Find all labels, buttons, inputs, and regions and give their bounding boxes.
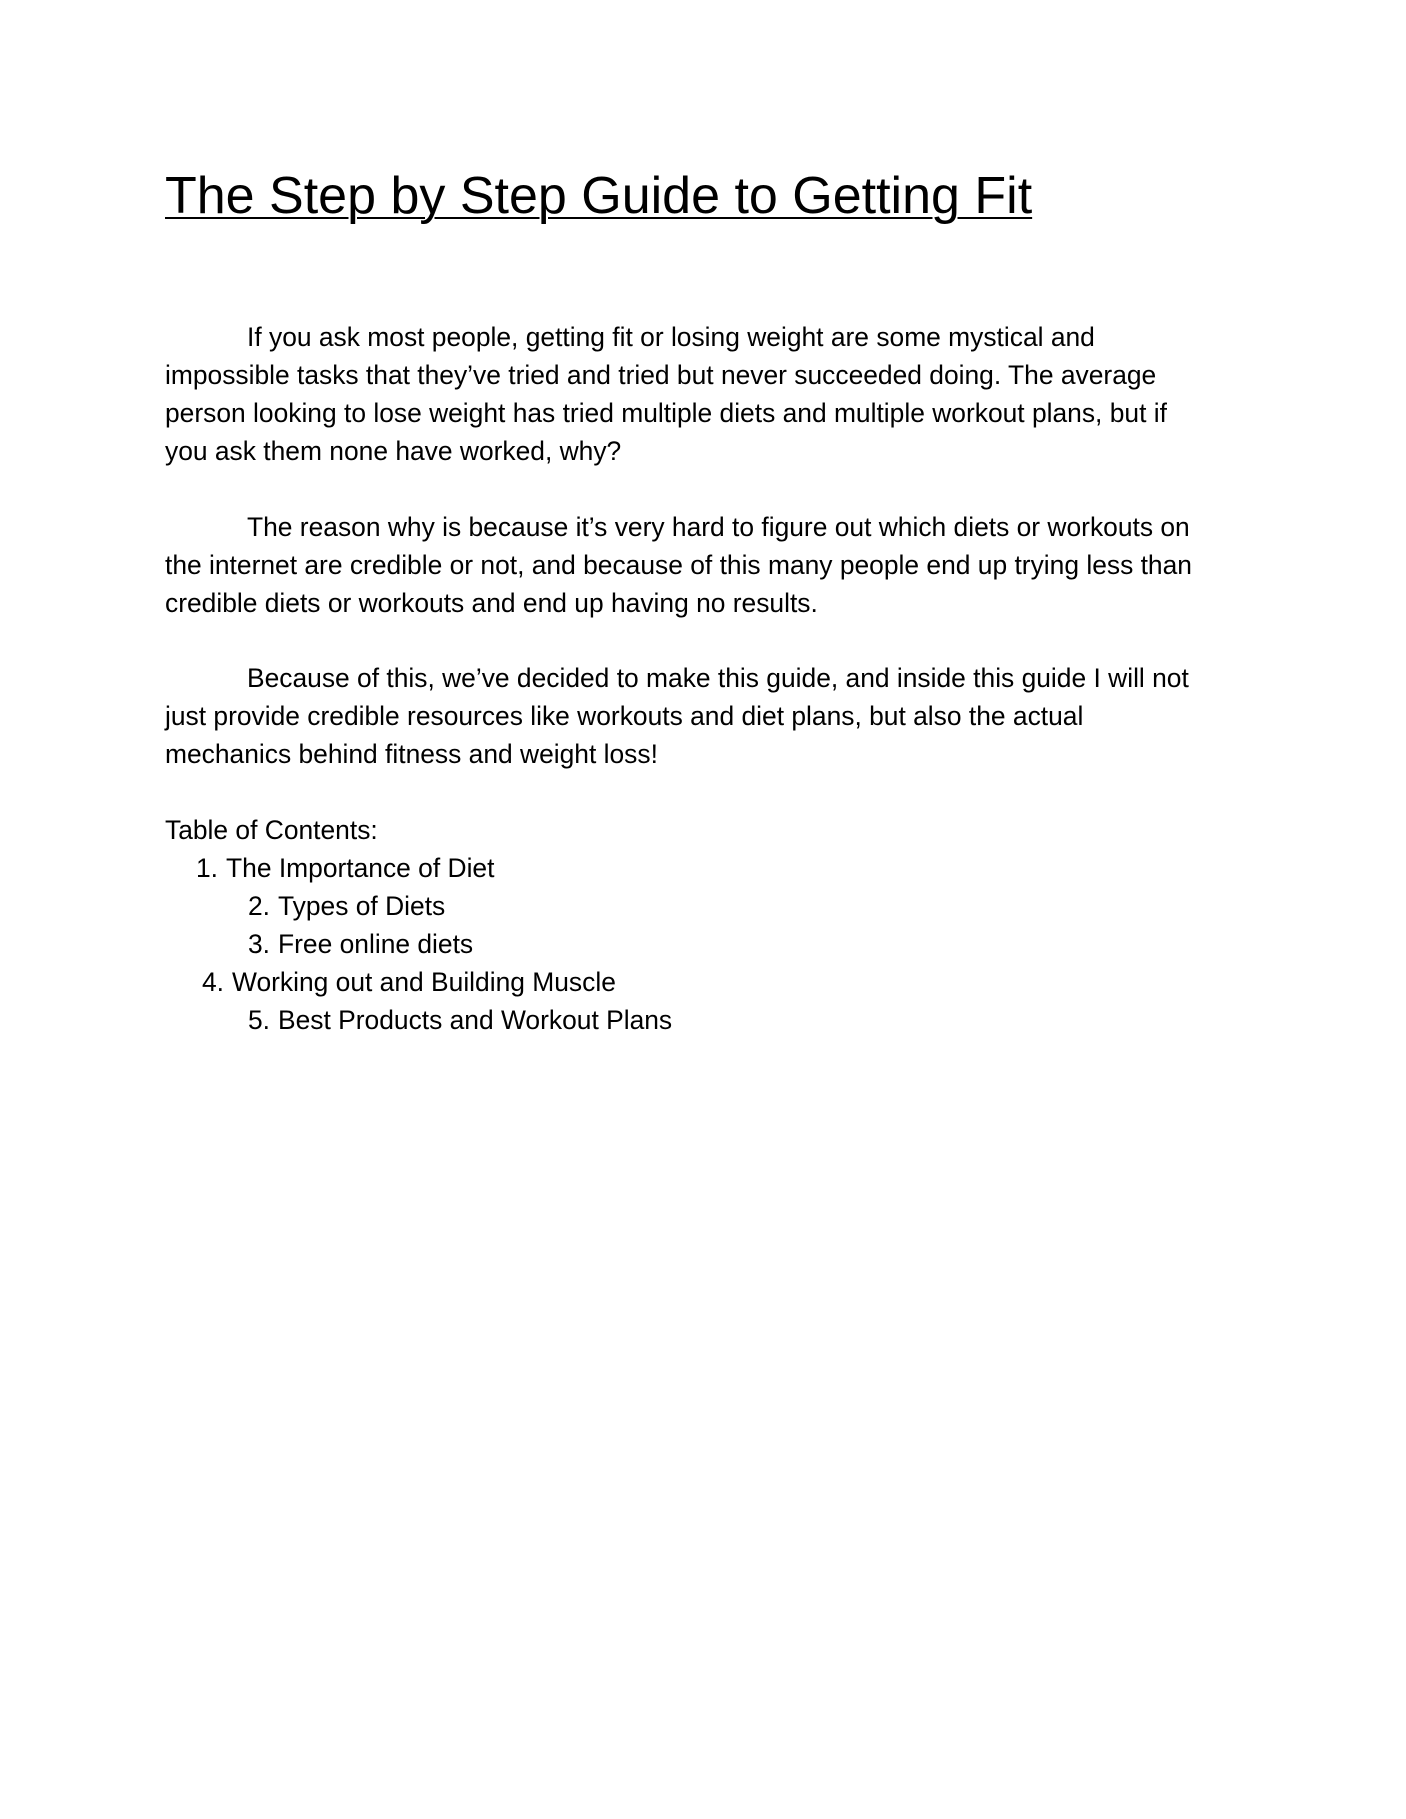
- paragraph-line: The reason why is because it’s very hard to figure out which diets or workouts on: [247, 512, 1190, 542]
- paragraph-line: person looking to lose weight has tried multiple diets and multiple workout plans, but if: [165, 398, 1167, 428]
- paragraph-line: Because of this, we’ve decided to make this guide, and inside this guide I will not: [247, 663, 1189, 693]
- toc-item-working-out: [202, 963, 616, 1001]
- intro-paragraph: [165, 318, 1245, 470]
- paragraph-line: just provide credible resources like workouts and diet plans, but also the actual: [165, 701, 1084, 731]
- toc-item-label: Types of Diets: [278, 891, 446, 921]
- toc-item-number: 5.: [248, 1005, 271, 1035]
- toc-item-number: 2.: [248, 891, 271, 921]
- paragraph-line: you ask them none have worked, why?: [165, 436, 622, 466]
- toc-item-free-online-diets: [248, 925, 473, 963]
- toc-item-label: Working out and Building Muscle: [232, 967, 616, 997]
- toc-item-number: 1.: [196, 853, 219, 883]
- toc-item-label: Free online diets: [278, 929, 474, 959]
- toc-item-best-products: [248, 1001, 672, 1039]
- toc-item-number: 3.: [248, 929, 271, 959]
- toc-item-importance-of-diet: [196, 849, 494, 887]
- paragraph-line: the internet are credible or not, and because of this many people end up trying less than: [165, 550, 1192, 580]
- reason-paragraph: [165, 508, 1245, 622]
- toc-item-label: The Importance of Diet: [226, 853, 495, 883]
- paragraph-line: impossible tasks that they’ve tried and tried but never succeeded doing. The average: [165, 360, 1157, 390]
- toc-item-number: 4.: [202, 967, 225, 997]
- paragraph-line: credible diets or workouts and end up having no results.: [165, 588, 818, 618]
- purpose-paragraph: [165, 659, 1245, 773]
- paragraph-line: mechanics behind fitness and weight loss!: [165, 739, 658, 769]
- toc-item-types-of-diets: [248, 887, 445, 925]
- toc-heading: Table of Contents:: [165, 815, 378, 845]
- toc-item-label: Best Products and Workout Plans: [278, 1005, 673, 1035]
- document-title: The Step by Step Guide to Getting Fit: [165, 167, 1033, 225]
- paragraph-line: If you ask most people, getting fit or losing weight are some mystical and: [247, 322, 1095, 352]
